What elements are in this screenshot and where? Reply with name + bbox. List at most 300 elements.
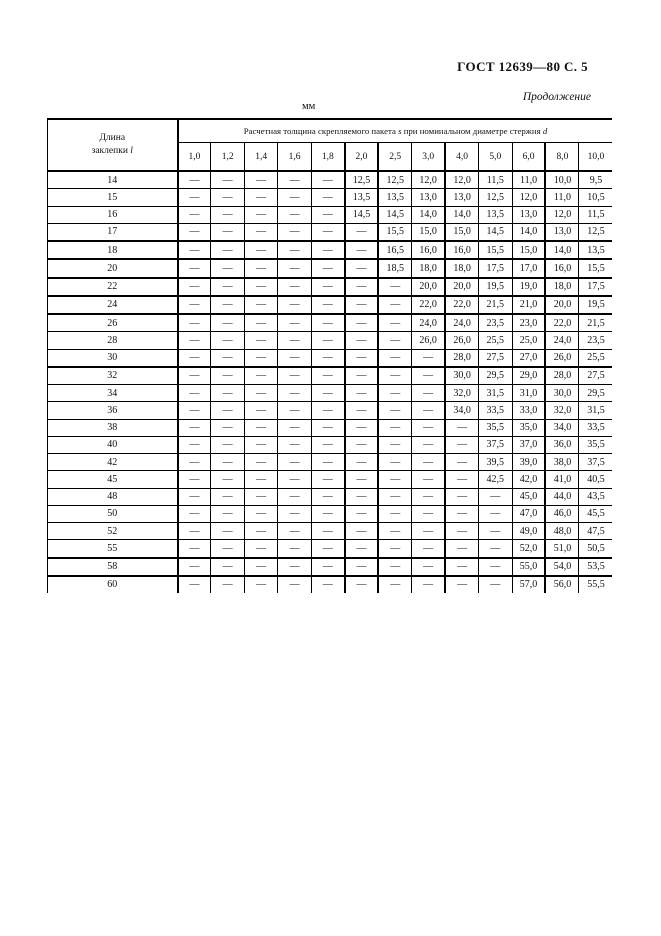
diameter-header-cell: 5,0 [479,143,512,172]
empty-value-cell: — [244,171,277,189]
table-body [48,171,613,593]
empty-value-cell: — [211,385,244,402]
thickness-value-cell: 21,5 [479,296,512,314]
empty-value-cell: — [311,540,344,558]
diameter-header-cell: 1,6 [278,143,311,172]
empty-value-cell: — [278,296,311,314]
thickness-value-cell: 41,0 [545,471,578,488]
thickness-value-cell: 11,0 [512,171,545,189]
thickness-value-cell: 10,0 [545,171,578,189]
thickness-value-cell: 31,5 [579,402,613,419]
thickness-value-cell: 13,0 [512,206,545,223]
empty-value-cell: — [211,223,244,241]
empty-value-cell: — [311,189,344,206]
rivet-length-cell: 55 [48,540,178,558]
thickness-value-cell: 38,0 [545,454,578,471]
thickness-value-cell: 26,0 [445,332,478,349]
thickness-value-cell: 19,5 [479,278,512,296]
thickness-value-cell: 15,5 [479,241,512,259]
thickness-value-cell: 28,0 [445,349,478,367]
thickness-value-cell: 26,0 [545,349,578,367]
empty-value-cell: — [378,523,411,540]
empty-value-cell: — [244,558,277,576]
empty-value-cell: — [378,471,411,488]
diameter-header-cell: 1,4 [244,143,277,172]
empty-value-cell: — [345,296,378,314]
empty-value-cell: — [178,540,211,558]
empty-value-cell: — [178,436,211,453]
empty-value-cell: — [311,402,344,419]
thickness-value-cell: 12,0 [445,171,478,189]
thickness-value-cell: 19,5 [579,296,613,314]
empty-value-cell: — [211,206,244,223]
rivet-thickness-table [47,118,612,593]
empty-value-cell: — [412,523,445,540]
diameter-header-cell: 1,2 [211,143,244,172]
empty-value-cell: — [211,523,244,540]
rivet-length-cell: 42 [48,454,178,471]
thickness-value-cell: 37,5 [479,436,512,453]
thickness-value-cell: 53,5 [579,558,613,576]
empty-value-cell: — [278,558,311,576]
table-row [48,505,613,522]
thickness-value-cell: 47,0 [512,505,545,522]
table-row [48,189,613,206]
rivet-length-cell: 26 [48,314,178,332]
empty-value-cell: — [311,206,344,223]
rivet-length-cell: 20 [48,259,178,277]
empty-value-cell: — [244,349,277,367]
empty-value-cell: — [178,454,211,471]
empty-value-cell: — [278,367,311,385]
empty-value-cell: — [345,385,378,402]
empty-value-cell: — [412,488,445,505]
empty-value-cell: — [345,505,378,522]
thickness-value-cell: 52,0 [512,540,545,558]
thickness-value-cell: 14,5 [378,206,411,223]
thickness-value-cell: 56,0 [545,576,578,593]
empty-value-cell: — [244,332,277,349]
thickness-value-cell: 32,0 [545,402,578,419]
empty-value-cell: — [445,540,478,558]
empty-value-cell: — [178,349,211,367]
empty-value-cell: — [278,314,311,332]
thickness-value-cell: 11,5 [479,171,512,189]
empty-value-cell: — [178,523,211,540]
empty-value-cell: — [244,523,277,540]
empty-value-cell: — [278,385,311,402]
rivet-length-cell: 18 [48,241,178,259]
thickness-value-cell: 29,5 [579,385,613,402]
empty-value-cell: — [378,296,411,314]
rivet-length-cell: 45 [48,471,178,488]
thickness-value-cell: 48,0 [545,523,578,540]
empty-value-cell: — [278,436,311,453]
thickness-value-cell: 10,5 [579,189,613,206]
thickness-value-cell: 13,0 [412,189,445,206]
empty-value-cell: — [311,419,344,436]
empty-value-cell: — [244,402,277,419]
empty-value-cell: — [244,206,277,223]
thickness-value-cell: 34,0 [445,402,478,419]
empty-value-cell: — [479,540,512,558]
thickness-value-cell: 23,0 [512,314,545,332]
thickness-value-cell: 11,5 [579,206,613,223]
thickness-value-cell: 32,0 [445,385,478,402]
table-row [48,402,613,419]
rivet-length-header-line1: Длина [99,133,126,144]
thickness-value-cell: 12,0 [512,189,545,206]
table-row [48,259,613,277]
table-row [48,223,613,241]
table-row [48,296,613,314]
empty-value-cell: — [311,296,344,314]
empty-value-cell: — [412,505,445,522]
thickness-value-cell: 24,0 [545,332,578,349]
empty-value-cell: — [311,332,344,349]
empty-value-cell: — [211,488,244,505]
table-row [48,419,613,436]
rivet-length-cell: 40 [48,436,178,453]
diameter-header-cell: 1,8 [311,143,344,172]
empty-value-cell: — [445,488,478,505]
thickness-value-cell: 11,0 [545,189,578,206]
empty-value-cell: — [345,558,378,576]
empty-value-cell: — [244,278,277,296]
empty-value-cell: — [211,576,244,593]
rivet-length-cell: 24 [48,296,178,314]
empty-value-cell: — [278,454,311,471]
rivet-length-cell: 50 [48,505,178,522]
empty-value-cell: — [479,505,512,522]
diameter-variable-symbol: d [542,126,548,136]
empty-value-cell: — [278,471,311,488]
gost-standard-header: ГОСТ 12639—80 С. 5 [457,59,588,74]
empty-value-cell: — [244,223,277,241]
empty-value-cell: — [378,558,411,576]
thickness-value-cell: 18,0 [445,259,478,277]
empty-value-cell: — [445,419,478,436]
rivet-length-cell: 60 [48,576,178,593]
empty-value-cell: — [278,171,311,189]
empty-value-cell: — [178,278,211,296]
empty-value-cell: — [311,385,344,402]
empty-value-cell: — [345,367,378,385]
empty-value-cell: — [345,523,378,540]
empty-value-cell: — [412,436,445,453]
empty-value-cell: — [178,189,211,206]
empty-value-cell: — [311,471,344,488]
empty-value-cell: — [178,223,211,241]
empty-value-cell: — [311,367,344,385]
empty-value-cell: — [345,259,378,277]
thickness-value-cell: 17,5 [479,259,512,277]
thickness-value-cell: 17,0 [512,259,545,277]
empty-value-cell: — [211,171,244,189]
empty-value-cell: — [311,558,344,576]
thickness-value-cell: 17,5 [579,278,613,296]
empty-value-cell: — [244,454,277,471]
thickness-value-cell: 37,5 [579,454,613,471]
empty-value-cell: — [244,419,277,436]
empty-value-cell: — [479,576,512,593]
empty-value-cell: — [244,241,277,259]
thickness-value-cell: 16,0 [412,241,445,259]
empty-value-cell: — [345,241,378,259]
rivet-length-cell: 34 [48,385,178,402]
diameter-header-cell: 2,0 [345,143,378,172]
empty-value-cell: — [378,385,411,402]
thickness-value-cell: 15,5 [378,223,411,241]
empty-value-cell: — [278,488,311,505]
thickness-value-cell: 50,5 [579,540,613,558]
empty-value-cell: — [178,505,211,522]
diameter-header-cell: 8,0 [545,143,578,172]
thickness-value-cell: 42,5 [479,471,512,488]
empty-value-cell: — [445,576,478,593]
thickness-value-cell: 22,0 [412,296,445,314]
diameter-header-cell: 6,0 [512,143,545,172]
rivet-length-cell: 30 [48,349,178,367]
empty-value-cell: — [211,296,244,314]
empty-value-cell: — [378,278,411,296]
thickness-value-cell: 49,0 [512,523,545,540]
empty-value-cell: — [278,259,311,277]
thickness-value-cell: 35,0 [512,419,545,436]
diameter-header-cell: 1,0 [178,143,211,172]
thickness-value-cell: 15,0 [512,241,545,259]
thickness-value-cell: 14,0 [545,241,578,259]
table-row [48,488,613,505]
empty-value-cell: — [178,259,211,277]
thickness-value-cell: 16,0 [445,241,478,259]
thickness-value-cell: 12,5 [378,171,411,189]
empty-value-cell: — [244,488,277,505]
empty-value-cell: — [211,454,244,471]
empty-value-cell: — [178,402,211,419]
empty-value-cell: — [378,402,411,419]
thickness-value-cell: 31,5 [479,385,512,402]
empty-value-cell: — [412,402,445,419]
rivet-length-cell: 16 [48,206,178,223]
thickness-value-cell: 55,5 [579,576,613,593]
package-thickness-span-header: Расчетная толщина скрепляемого пакета s при номинальном диаметре стержня d [178,119,613,143]
thickness-value-cell: 14,5 [345,206,378,223]
thickness-value-cell: 43,5 [579,488,613,505]
thickness-value-cell: 44,0 [545,488,578,505]
thickness-value-cell: 15,0 [412,223,445,241]
empty-value-cell: — [244,505,277,522]
thickness-value-cell: 26,0 [412,332,445,349]
thickness-value-cell: 15,5 [579,259,613,277]
empty-value-cell: — [311,488,344,505]
table-row [48,278,613,296]
empty-value-cell: — [278,402,311,419]
empty-value-cell: — [244,436,277,453]
table-row [48,367,613,385]
empty-value-cell: — [211,558,244,576]
rivet-length-header-line2: заклепки l [91,146,133,156]
empty-value-cell: — [378,314,411,332]
thickness-value-cell: 27,0 [512,349,545,367]
empty-value-cell: — [345,223,378,241]
table-header [48,119,613,171]
thickness-value-cell: 29,0 [512,367,545,385]
table-row [48,385,613,402]
thickness-value-cell: 13,5 [378,189,411,206]
thickness-value-cell: 55,0 [512,558,545,576]
empty-value-cell: — [211,259,244,277]
empty-value-cell: — [278,505,311,522]
empty-value-cell: — [311,505,344,522]
thickness-value-cell: 20,0 [412,278,445,296]
thickness-value-cell: 22,0 [445,296,478,314]
empty-value-cell: — [211,189,244,206]
empty-value-cell: — [445,454,478,471]
thickness-value-cell: 16,5 [378,241,411,259]
thickness-value-cell: 20,0 [445,278,478,296]
rivet-length-cell: 36 [48,402,178,419]
empty-value-cell: — [278,189,311,206]
thickness-value-cell: 24,0 [412,314,445,332]
empty-value-cell: — [311,576,344,593]
thickness-value-cell: 21,0 [512,296,545,314]
table-row [48,540,613,558]
rivet-length-cell: 22 [48,278,178,296]
empty-value-cell: — [378,332,411,349]
thickness-value-cell: 18,5 [378,259,411,277]
rivet-length-cell: 14 [48,171,178,189]
thickness-value-cell: 34,0 [545,419,578,436]
thickness-value-cell: 23,5 [479,314,512,332]
thickness-value-cell: 12,5 [579,223,613,241]
empty-value-cell: — [412,367,445,385]
empty-value-cell: — [378,576,411,593]
empty-value-cell: — [311,278,344,296]
empty-value-cell: — [211,241,244,259]
thickness-value-cell: 12,0 [545,206,578,223]
thickness-value-cell: 13,5 [479,206,512,223]
empty-value-cell: — [345,332,378,349]
unit-label-mm: мм [302,101,316,112]
thickness-value-cell: 13,0 [445,189,478,206]
empty-value-cell: — [211,349,244,367]
empty-value-cell: — [244,471,277,488]
empty-value-cell: — [178,488,211,505]
thickness-value-cell: 25,5 [479,332,512,349]
empty-value-cell: — [278,523,311,540]
empty-value-cell: — [278,206,311,223]
empty-value-cell: — [345,278,378,296]
empty-value-cell: — [345,488,378,505]
empty-value-cell: — [311,171,344,189]
empty-value-cell: — [244,540,277,558]
rivet-length-cell: 15 [48,189,178,206]
empty-value-cell: — [311,241,344,259]
table-row [48,171,613,189]
thickness-value-cell: 31,0 [512,385,545,402]
thickness-value-cell: 45,0 [512,488,545,505]
empty-value-cell: — [311,349,344,367]
empty-value-cell: — [378,367,411,385]
length-variable-symbol: l [130,146,133,156]
thickness-value-cell: 39,0 [512,454,545,471]
table-header-row-span [48,119,613,143]
empty-value-cell: — [445,471,478,488]
empty-value-cell: — [211,419,244,436]
thickness-value-cell: 15,0 [445,223,478,241]
diameter-header-cell: 10,0 [579,143,613,172]
thickness-value-cell: 42,0 [512,471,545,488]
empty-value-cell: — [211,278,244,296]
thickness-value-cell: 23,5 [579,332,613,349]
thickness-value-cell: 22,0 [545,314,578,332]
thickness-value-cell: 28,0 [545,367,578,385]
thickness-value-cell: 29,5 [479,367,512,385]
empty-value-cell: — [445,558,478,576]
empty-value-cell: — [445,436,478,453]
table-row [48,332,613,349]
empty-value-cell: — [378,419,411,436]
table-row [48,454,613,471]
thickness-value-cell: 46,0 [545,505,578,522]
empty-value-cell: — [244,296,277,314]
empty-value-cell: — [311,436,344,453]
empty-value-cell: — [378,505,411,522]
empty-value-cell: — [378,540,411,558]
empty-value-cell: — [211,314,244,332]
table-row [48,206,613,223]
empty-value-cell: — [412,454,445,471]
diameter-header-cell: 2,5 [378,143,411,172]
empty-value-cell: — [178,206,211,223]
thickness-value-cell: 14,0 [445,206,478,223]
empty-value-cell: — [311,523,344,540]
table-row [48,558,613,576]
empty-value-cell: — [278,349,311,367]
table-row [48,314,613,332]
empty-value-cell: — [445,523,478,540]
empty-value-cell: — [412,471,445,488]
empty-value-cell: — [345,314,378,332]
thickness-value-cell: 20,0 [545,296,578,314]
empty-value-cell: — [412,419,445,436]
thickness-value-cell: 57,0 [512,576,545,593]
diameter-header-cell: 4,0 [445,143,478,172]
empty-value-cell: — [311,454,344,471]
empty-value-cell: — [244,367,277,385]
empty-value-cell: — [345,349,378,367]
empty-value-cell: — [278,241,311,259]
empty-value-cell: — [412,558,445,576]
table-row [48,523,613,540]
thickness-value-cell: 30,0 [545,385,578,402]
empty-value-cell: — [244,259,277,277]
empty-value-cell: — [178,367,211,385]
thickness-value-cell: 45,5 [579,505,613,522]
thickness-value-cell: 16,0 [545,259,578,277]
thickness-value-cell: 47,5 [579,523,613,540]
thickness-value-cell: 54,0 [545,558,578,576]
empty-value-cell: — [211,436,244,453]
empty-value-cell: — [345,419,378,436]
thickness-value-cell: 14,5 [479,223,512,241]
rivet-length-cell: 28 [48,332,178,349]
empty-value-cell: — [378,488,411,505]
empty-value-cell: — [412,576,445,593]
empty-value-cell: — [211,332,244,349]
empty-value-cell: — [278,576,311,593]
